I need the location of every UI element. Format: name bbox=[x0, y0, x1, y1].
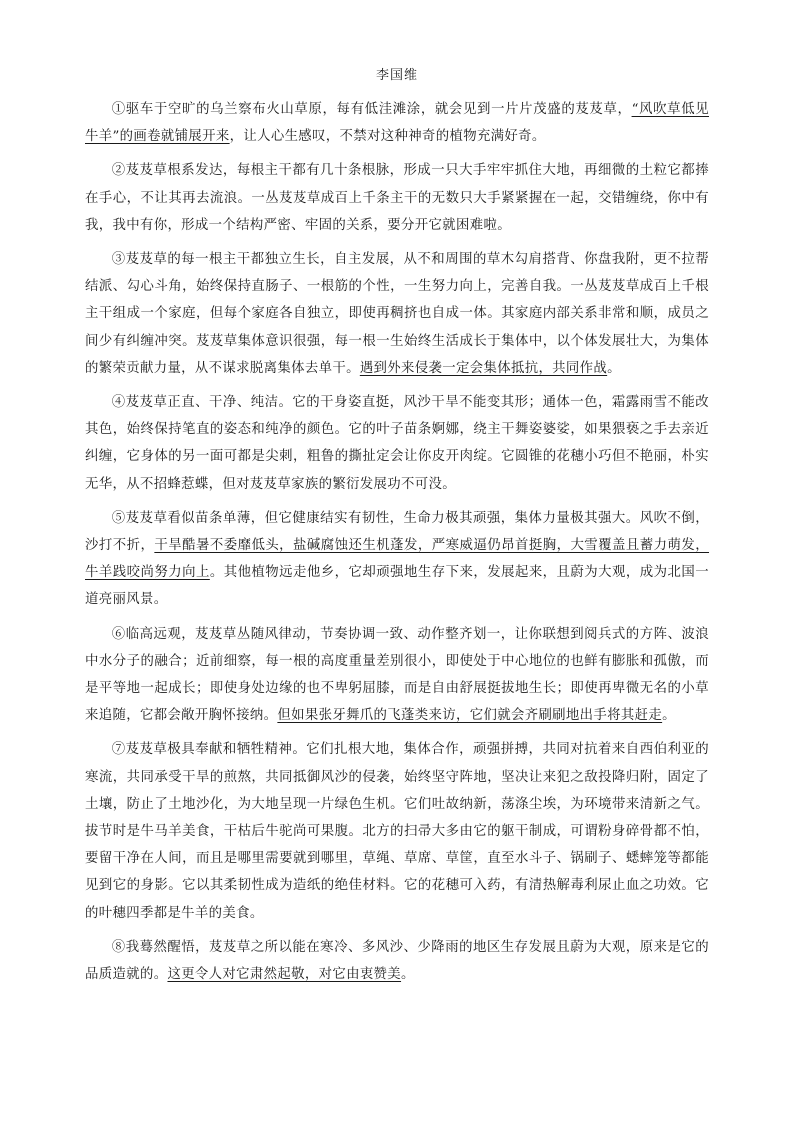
paragraph-text: 。 bbox=[607, 360, 621, 376]
paragraph-8 bbox=[85, 934, 709, 988]
paragraph-text: ，让人心生感叹，不禁对这种神奇的植物充满好奇。 bbox=[229, 129, 546, 145]
paragraph-text: ③芨芨草的每一根主干都独立生长，自主发展，从不和周围的草木勾肩搭背、你盘我附，更不拉帮结派、勾心斗角，始终保持直肠子、一根筋的个性，一生努力向上，完善自我。一丛芨芨草成百上千根主干组成一个家庭，但每个家庭各自独立，即使再稠挤也自成一体。其家庭内部关系非常和顺，成员之间少有纠缠冲突。芨芨草集体意识很强，每一根一生始终生活成长于集体中，以个体发展壮大，为集体的繁荣贡献力量，从不谋求脱离集体去单干。 bbox=[85, 252, 709, 376]
underlined-text: 遇到外来侵袭一定会集体抵抗，共同作战 bbox=[359, 360, 608, 376]
paragraph-6 bbox=[85, 621, 709, 730]
paragraph-text: 。其他植物远走他乡，它却顽强地生存下来，发展起来，且蔚为大观，成为北国一道亮丽风景。 bbox=[85, 565, 709, 608]
paragraph-text: ④芨芨草正直、干净、纯洁。它的干身姿直挺，风沙干旱不能变其形；通体一色，霜露雨雪不能改其色，始终保持笔直的姿态和纯净的颜色。它的叶子苗条婀娜，绕主干舞姿婆娑，如果猥亵之手去亲近纠缠，它身体的另一面可都是尖刺，粗鲁的撕扯定会让你皮开肉绽。它圆锥的花穗小巧但不艳丽，朴实无华，从不招蜂惹蝶，但对芨芨草家族的繁衍发展功不可没。 bbox=[85, 395, 709, 492]
paragraph-text: ⑤芨芨草看似苗条单薄，但它健康结实有韧性，生命力极其顽强，集体力量极其强大。风吹不倒，沙打不折， bbox=[85, 510, 709, 554]
underlined-text: 这更令人对它肃然起敬，对它由衷赞美 bbox=[167, 967, 402, 983]
paragraph-4 bbox=[85, 389, 709, 498]
paragraph-7 bbox=[85, 736, 709, 926]
underlined-text: 但如果张牙舞爪的飞蓬类来访，它们就会齐刷刷地出手将其赶走 bbox=[277, 708, 663, 724]
underlined-text: 干旱酷暑不委靡低头，盐碱腐蚀还生机蓬发，严寒威逼仍昂首挺胸，大雪覆盖且蓄力萌发，牛羊践咬尚努力向上 bbox=[85, 538, 710, 581]
paragraph-5 bbox=[85, 505, 709, 614]
paragraph-text: ⑥临高远观，芨芨草丛随风律动，节奏协调一致、动作整齐划一，让你联想到阅兵式的方阵、波浪中水分子的融合；近前细察，每一根的高度重量差别很小，即使处于中心地位的也鲜有膨胀和孤傲，而是平等地一起成长；即使身处边缘的也不卑躬屈膝，而是自由舒展挺拔地生长；即使再卑微无名的小草来追随，它都会敞开胸怀接纳。 bbox=[85, 626, 709, 724]
paragraph-1 bbox=[85, 96, 709, 150]
paragraph-2 bbox=[85, 157, 709, 239]
author-name: 李国维 bbox=[375, 68, 418, 83]
paragraph-3 bbox=[85, 246, 709, 382]
underlined-text: “风吹草低见牛羊”的画卷就铺展开来 bbox=[85, 102, 709, 145]
paragraph-text: ①驱车于空旷的乌兰察布火山草原，每有低洼滩涂，就会见到一片片茂盛的芨芨草， bbox=[111, 102, 632, 117]
paragraph-text: 。 bbox=[401, 967, 415, 983]
paragraph-text: ⑦芨芨草极具奉献和牺牲精神。它们扎根大地，集体合作，顽强拼搏，共同对抗着来自西伯利亚的寒流，共同承受干旱的煎熬，共同抵御风沙的侵袭，始终坚守阵地，坚决让来犯之敌投降归附，固定了土壤，防止了土地沙化，为大地呈现一片绿色生机。它们吐故纳新，荡涤尘埃，为环境带来清新之气。拔节时是牛马羊美食，干枯后牛驼尚可果腹。北方的扫帚大多由它的躯干制成，可谓粉身碎骨都不怕，要留干净在人间，而且是哪里需要就到哪里，草绳、草席、草筐，直至水斗子、锅刷子、蟋蟀笼等都能见到它的身影。它以其柔韧性成为造纸的绝佳材料。它的花穗可入药，有清热解毒利尿止血之功效。它的叶穗四季都是牛羊的美食。 bbox=[85, 742, 709, 921]
paragraph-text: ②芨芨草根系发达，每根主干都有几十条根脉，形成一只大手牢牢抓住大地，再细微的土粒它都捧在手心，不让其再去流浪。一丛芨芨草成百上千条主干的无数只大手紧紧握在一起，交错缠绕，你中有我，我中有你，形成一个结构严密、牢固的关系，要分开它就困难啦。 bbox=[85, 163, 709, 233]
paragraph-text: 。 bbox=[662, 708, 676, 724]
paragraph-text: ⑧我蓦然醒悟，芨芨草之所以能在寒冷、多风沙、少降雨的地区生存发展且蔚为大观，原来是它的品质造就的。 bbox=[85, 939, 709, 983]
